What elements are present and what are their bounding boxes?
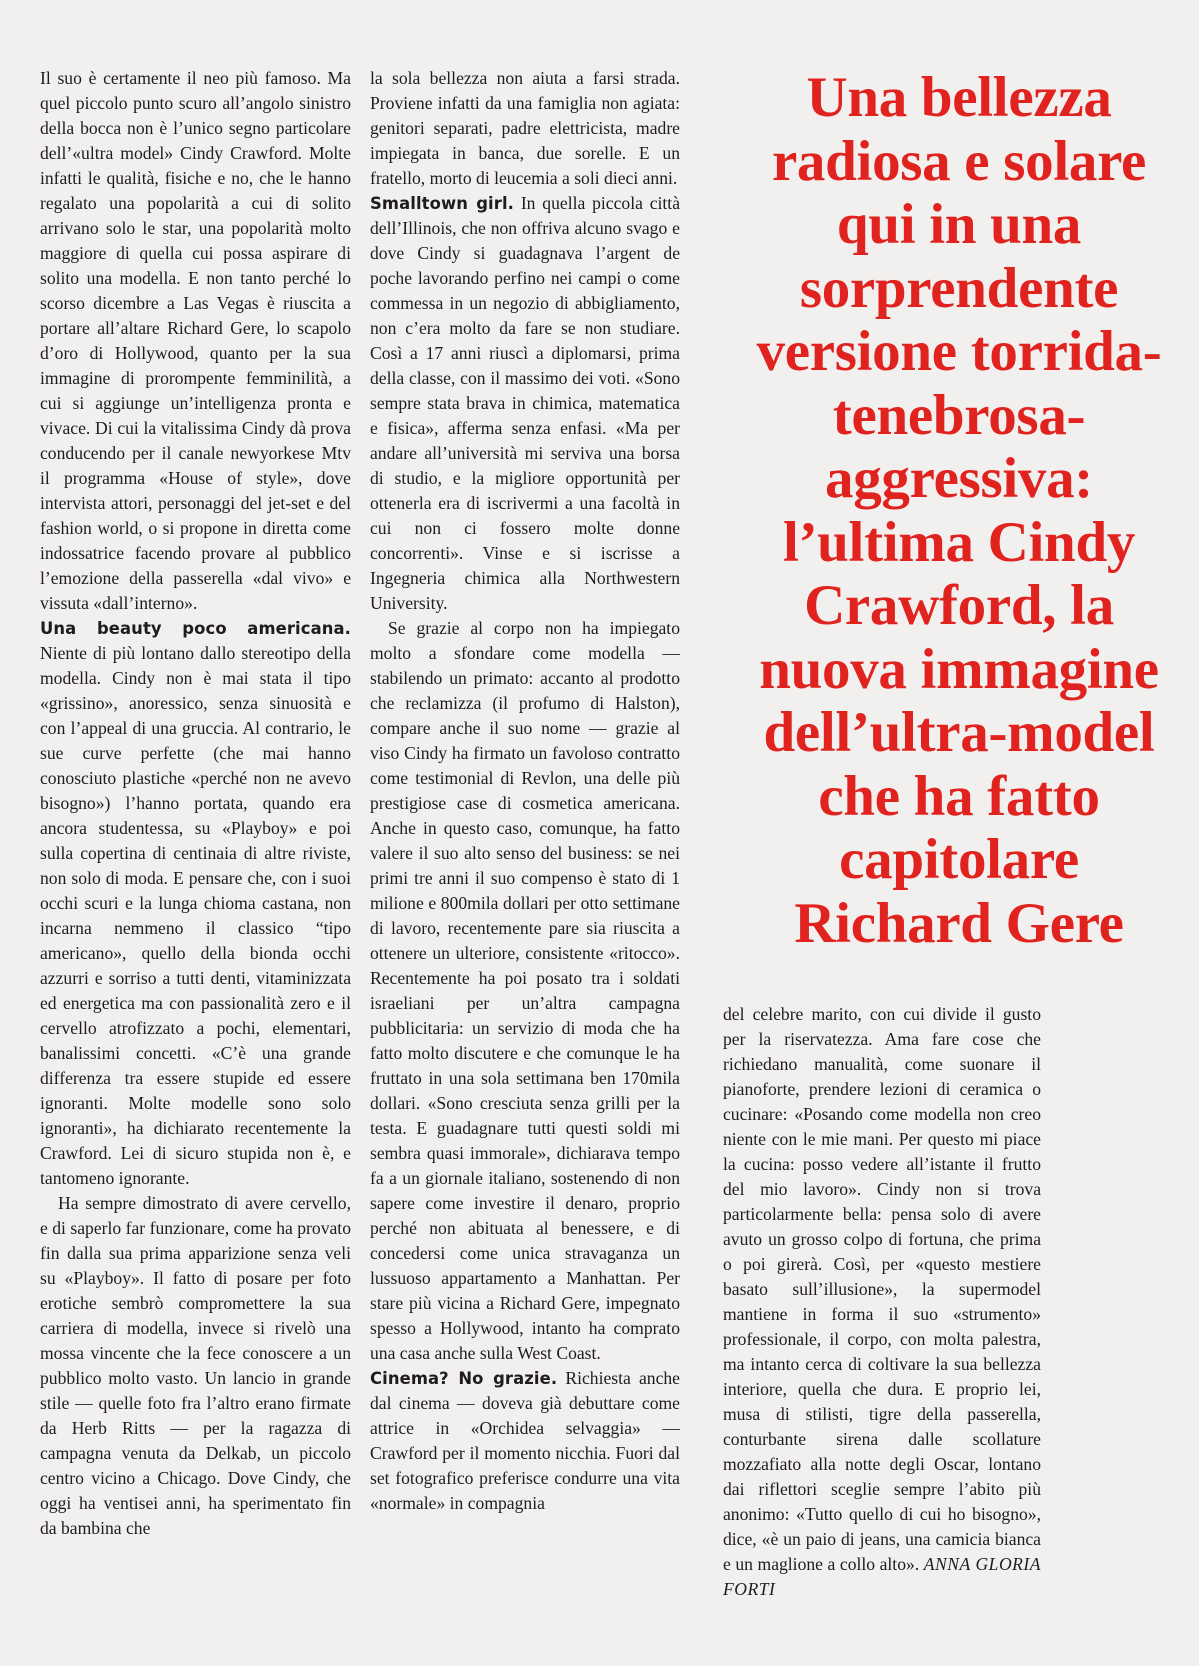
article-column-3 xyxy=(723,1002,1041,1602)
headline-line: Una bellezza xyxy=(806,66,1112,129)
body-paragraph: Se grazie al corpo non ha impiegato molto a sfondare come modella — stabilendo un primato: accanto al prodotto che reclamizza (il profumo di Halston), compare anche il suo nome — grazie al viso Cindy ha firmato un favoloso contratto come testimonial di Revlon, una delle più prestigiose case di cosmetica americana. Anche in questo caso, comunque, ha fatto valere il suo alto senso del business: se nei primi tre anni il suo compenso è stato di 1 milione e 800mila dollari per otto settimane di lavoro, recentemente pare sia riuscita a ottenere un ulteriore, consistente «ritocco». Recentemente ha poi posato tra i soldati israeliani per un’altra campagna pubblicitaria: un servizio di moda che ha fatto molto discutere e che comunque le ha fruttato in una sola settimana ben 170mila dollari. «Sono cresciuta senza grilli per la testa. E guadagnare tutti questi soldi mi sembra quasi immorale», dichiarava tempo fa a un giornale italiano, sostenendo di non sapere come investire il denaro, proprio perché non abituata al benessere, e di concedersi come unica stravaganza un lussuoso appartamento a Manhattan. Per stare più vicina a Richard Gere, impegnato spesso a Hollywood, intanto ha comprato una casa anche sulla West Coast. xyxy=(370,618,680,1363)
closing-paragraph xyxy=(723,1002,1041,1602)
headline-line: aggressiva: xyxy=(825,447,1093,510)
headline-line: che ha fatto xyxy=(818,764,1100,828)
headline-line: radiosa e solare xyxy=(771,129,1147,193)
headline-line: Richard Gere xyxy=(794,891,1124,955)
headline xyxy=(724,66,1194,955)
headline-line: Crawford, la xyxy=(804,574,1114,637)
headline-line: dell’ultra-model xyxy=(763,701,1155,764)
section-paragraph xyxy=(370,1366,680,1516)
article-column-1 xyxy=(40,66,351,1541)
section-paragraph xyxy=(40,616,351,1191)
body-paragraph: Il suo è certamente il neo più famoso. Ma quel piccolo punto scuro all’angolo sinistro della bocca non è l’unico segno particolare dell’«ultra model» Cindy Crawford. Molte infatti le qualità, fisiche e no, che le hanno regalato una popolarità a cui di solito arrivano solo le star, una popolarità molto maggiore di quella cui possa aspirare di solito una modella. E non tanto perché lo scorso dicembre a Las Vegas è riuscita a portare all’altare Richard Gere, lo scapolo d’oro di Hollywood, quanto per la sua immagine di prorompente femminilità, a cui si aggiunge un’intelligenza pronta e vivace. Di cui la vitalissima Cindy dà prova conducendo per il canale newyorkese Mtv il programma «House of style», dove intervista attori, personaggi del jet-set e del fashion world, o si propone in diretta come indossatrice facendo provare al pubblico l’emozione della passerella «dal vivo» e vissuta «dall’interno». xyxy=(40,68,351,613)
article-column-2 xyxy=(370,66,680,1516)
headline-line: qui in una xyxy=(836,193,1082,256)
subheading-smalltown: Smalltown girl. xyxy=(370,194,514,213)
headline-line: sorprendente xyxy=(799,256,1119,320)
body-paragraph: Ha sempre dimostrato di avere cervello, e di saperlo far funzionare, come ha provato fin dalla sua prima apparizione senza veli su «Playboy». Il fatto di posare per foto erotiche sembrò compromettere la sua carriera di modella, invece si rivelò una mossa vincente che la fece conoscere a un pubblico molto vasto. Un lancio in grande stile — quelle foto fra l’altro erano firmate da Herb Ritts — per la ragazza di campagna venuta da Delkab, un piccolo centro vicino a Chicago. Dove Cindy, che oggi ha ventisei anni, ha sperimentato fin da bambina che xyxy=(40,1193,351,1538)
headline-line: tenebrosa- xyxy=(832,383,1086,447)
author-byline: ANNA GLORIA FORTI xyxy=(723,1554,1042,1599)
body-text: del celebre marito, con cui divide il gusto per la riservatezza. Ama fare cose che richiedano manualità, come suonare il pianoforte, prendere lezioni di ceramica o cucinare: «Posando come modella non creo niente con le mie mani. Per questo mi piace la cucina: posso vedere all’istante il frutto del mio lavoro». Cindy non si trova particolarmente bella: pensa solo di avere avuto un grosso colpo di fortuna, che prima o poi girerà. Così, per «questo mestiere basato sull’illusione», la supermodel mantiene in forma il suo «strumento» professionale, il corpo, con molta palestra, ma intanto cerca di coltivare la sua bellezza interiore, quella che dura. E proprio lei, musa di stilisti, tigre della passerella, conturbante sirena dalle scollature mozzafiato alla notte degli Oscar, lontano dai riflettori sceglie sempre l’abito più anonimo: «Tutto quello di cui ho bisogno», dice, «è un paio di jeans, una camicia bianca e un maglione a collo alto». xyxy=(723,1004,1041,1574)
body-text: Niente di più lontano dallo stereotipo della modella. Cindy non è mai stata il tipo «grissino», anoressico, senza sinuosità e con l’appeal di una gruccia. Al contrario, le sue curve perfette (che mai hanno conosciuto plastiche «perché non ne avevo bisogno») l’hanno portata, quando era ancora studentessa, su «Playboy» e poi sulla copertina di centinaia di altre riviste, non solo di moda. E pensare che, con i suoi occhi scuri e la lunga chioma castana, non incarna nemmeno il classico “tipo americano», quello della bionda occhi azzurri e sorriso a tutti denti, vitaminizzata ed energetica ma con passionalità zero e il cervello atrofizzato a pochi, elementari, banalissimi concetti. «C’è una grande differenza tra essere stupide ed essere ignoranti. Molte modelle sono solo ignoranti», ha dichiarato recentemente la Crawford. Lei di sicuro stupida non è, e tantomeno ignorante. xyxy=(40,643,351,1188)
body-paragraph: la sola bellezza non aiuta a farsi strada. Proviene infatti da una famiglia non agiata: genitori separati, padre elettricista, madre impiegata in banca, due sorelle. E un fratello, morto di leucemia a soli dieci anni. xyxy=(370,68,680,188)
headline-line: capitolare xyxy=(839,828,1079,891)
headline-line: versione torrida- xyxy=(756,320,1162,383)
subheading-beauty: Una beauty poco americana. xyxy=(40,619,351,638)
headline-line: nuova immagine xyxy=(759,637,1159,701)
subheading-cinema: Cinema? No grazie. xyxy=(370,1369,558,1388)
body-text: Richiesta anche dal cinema — doveva già debuttare come attrice in «Orchidea selvaggia» — Crawford per il momento nicchia. Fuori dal set fotografico preferisce condurre una vita «normale» in compagnia xyxy=(370,1368,680,1513)
body-text: In quella piccola città dell’Illinois, che non offriva alcuno svago e dove Cindy si guadagnava l’argent de poche lavorando perfino nei campi o come commessa in un negozio di abbigliamento, non c’era molto da fare se non studiare. Così a 17 anni riuscì a diplomarsi, prima della classe, con il massimo dei voti. «Sono sempre stata brava in chimica, matematica e fisica», afferma senza enfasi. «Ma per andare all’università mi serviva una borsa di studio, e la migliore opportunità per ottenerla era di iscrivermi a una facoltà in cui non ci fossero molte donne concorrenti». Vinse e si iscrisse a Ingegneria chimica alla Northwestern University. xyxy=(370,193,681,613)
section-paragraph xyxy=(370,191,680,616)
headline-line: l’ultima Cindy xyxy=(782,510,1136,574)
